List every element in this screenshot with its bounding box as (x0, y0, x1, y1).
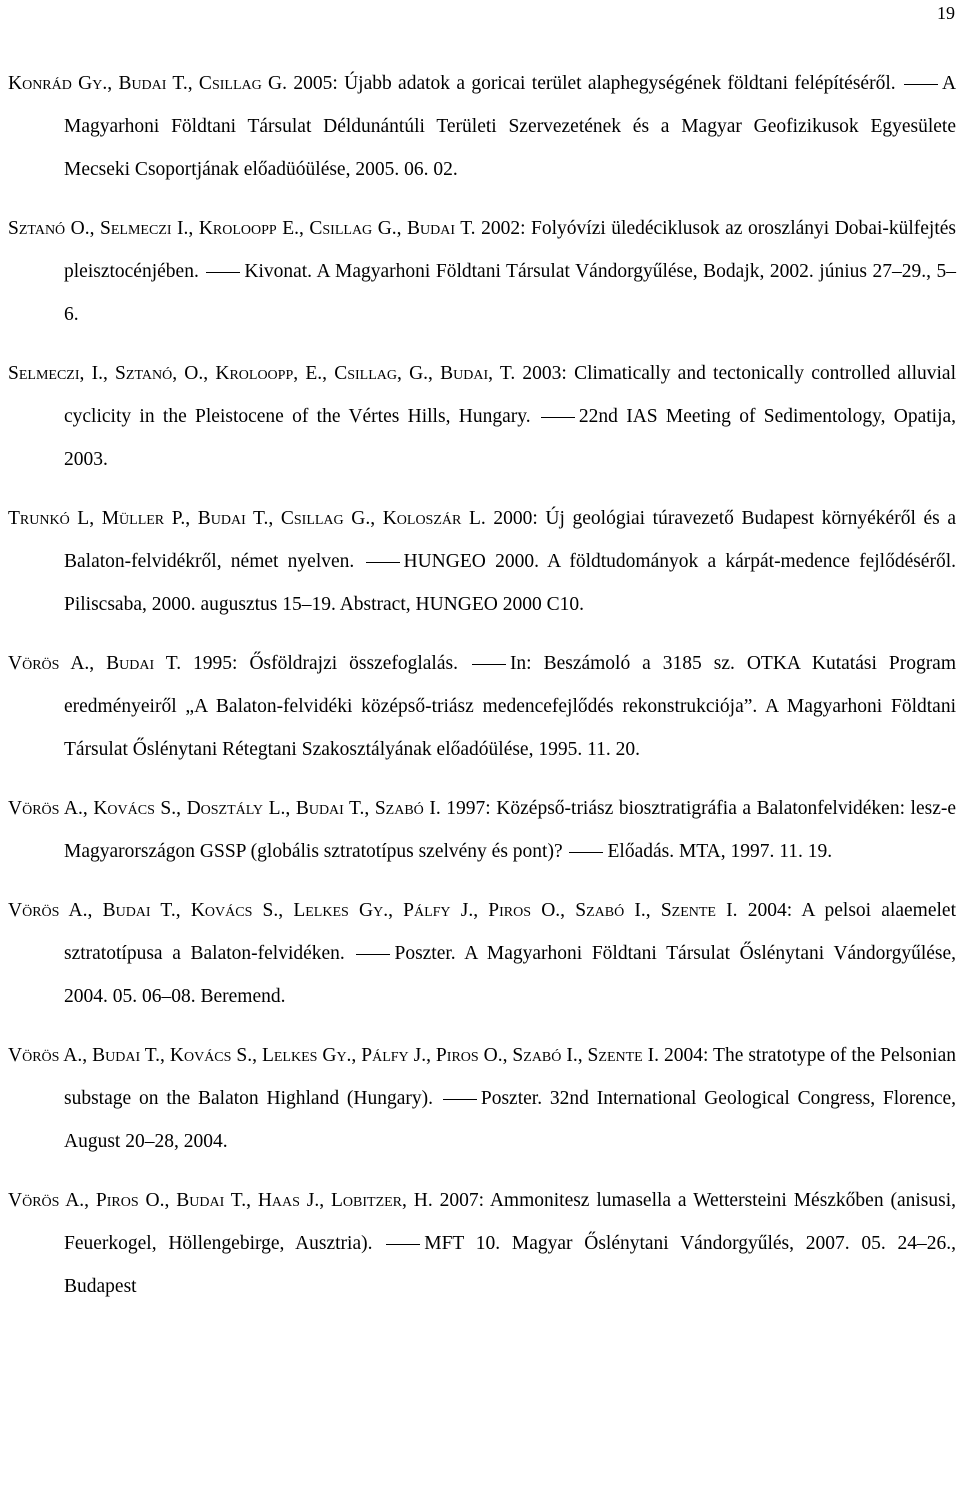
reference-entry (8, 1034, 956, 1163)
em-dash-separator (384, 1233, 424, 1254)
reference-source: MFT 10. Magyar Őslénytani Vándorgyűlés, 2007. 05. 24–26., Budapest (64, 1233, 956, 1297)
em-dash-separator (567, 841, 607, 862)
reference-source: 22nd IAS Meeting of Sedimentology, Opatija, 2003. (64, 406, 957, 470)
em-dash-separator (364, 551, 404, 572)
reference-year: 2000: (493, 508, 538, 529)
reference-entry (8, 207, 956, 336)
em-dash-separator (470, 653, 510, 674)
reference-authors: Vörös A., Kovács S., Dosztály L., Budai T., Szabó I. (8, 798, 441, 819)
reference-title: Új geológiai túravezető Budapest környékéről és a Balaton-felvidékről, német nyelven. (64, 508, 956, 572)
page-number: 19 (937, 3, 955, 23)
reference-entry (8, 642, 956, 771)
em-dash-separator (902, 73, 942, 94)
reference-list (8, 62, 956, 1324)
reference-year: 2004: (747, 900, 793, 921)
em-dash-separator (204, 261, 244, 282)
reference-title: The stratotype of the Pelsonian substage on the Balaton Highland (Hungary). (64, 1045, 956, 1109)
reference-source: Poszter. 32nd International Geological Congress, Florence, August 20–28, 2004. (64, 1088, 957, 1152)
reference-title: Climatically and tectonically controlled alluvial cyclicity in the Pleistocene of the Vértes Hills, Hungary. (64, 363, 956, 427)
reference-source: Kivonat. A Magyarhoni Földtani Társulat Vándorgyűlése, Bodajk, 2002. június 27–29., 5–6. (64, 261, 957, 325)
reference-entry (8, 497, 956, 626)
em-dash-separator (539, 406, 579, 427)
reference-authors: Konrád Gy., Budai T., Csillag G. (8, 73, 287, 94)
reference-authors: Vörös A., Budai T., Kovács S., Lelkes Gy., Pálfy J., Piros O., Szabó I., Szente I. (8, 1045, 660, 1066)
reference-source: A Magyarhoni Földtani Társulat Déldunántúli Területi Szervezetének és a Magyar Geofizikusok Egyesülete Mecseki Csoportjának előadüóülése, 2005. 06. 02. (64, 73, 957, 180)
reference-title: Folyóvízi üledéciklusok az oroszlányi Dobai-külfejtés pleisztocénjében. (64, 218, 957, 282)
reference-year: 2003: (522, 363, 567, 384)
reference-authors: Trunkó L, Müller P., Budai T., Csillag G., Koloszár L. (8, 508, 486, 529)
reference-source: Előadás. MTA, 1997. 11. 19. (607, 841, 833, 862)
reference-authors: Vörös A., Budai T. (8, 653, 182, 674)
reference-authors: Sztanó O., Selmeczi I., Kroloopp E., Csillag G., Budai T. (8, 218, 476, 239)
em-dash-separator (354, 943, 394, 964)
reference-title: A pelsoi alaemelet sztratotípusa a Balaton-felvidéken. (64, 900, 956, 964)
reference-year: 2002: (481, 218, 526, 239)
reference-entry (8, 62, 956, 191)
reference-authors: Selmeczi, I., Sztanó, O., Kroloopp, E., Csillag, G., Budai, T. (8, 363, 516, 384)
reference-title: Újabb adatok a goricai terület alaphegységének földtani felépítéséről. (344, 73, 896, 94)
reference-source: Poszter. A Magyarhoni Földtani Társulat Őslénytani Vándorgyűlése, 2004. 05. 06–08. Beremend. (64, 943, 957, 1007)
reference-source: HUNGEO 2000. A földtudományok a kárpát-medence fejlődéséről. Piliscsaba, 2000. augusztus 15–19. Abstract, HUNGEO 2000 C10. (64, 551, 956, 615)
reference-title: Középső-triász biosztratigráfia a Balatonfelvidéken: lesz-e Magyarországon GSSP (globális sztratotípus szelvény és pont)? (64, 798, 957, 862)
reference-entry (8, 1179, 956, 1308)
reference-title: Ősföldrajzi összefoglalás. (249, 653, 458, 674)
reference-title: Ammonitesz lumasella a Wettersteini Mészkőben (anisusi, Feuerkogel, Höllengebirge, Ausztria). (64, 1190, 956, 1254)
reference-year: 2007: (439, 1190, 485, 1211)
reference-authors: Vörös A., Piros O., Budai T., Haas J., Lobitzer, H. (8, 1190, 433, 1211)
reference-source: In: Beszámoló a 3185 sz. OTKA Kutatási Program eredményeiről „A Balaton-felvidéki középső-triász medencefejlődés rekonstrukciója”. A Magyarhoni Földtani Társulat Őslénytani Rétegtani Szakosztályának előadóülése, 1995. 11. 20. (64, 653, 957, 760)
em-dash-separator (441, 1088, 481, 1109)
reference-year: 2004: (664, 1045, 709, 1066)
reference-entry (8, 889, 956, 1018)
reference-authors: Vörös A., Budai T., Kovács S., Lelkes Gy., Pálfy J., Piros O., Szabó I., Szente I. (8, 900, 738, 921)
reference-year: 2005: (293, 73, 338, 94)
reference-entry (8, 352, 956, 481)
reference-year: 1997: (446, 798, 491, 819)
reference-year: 1995: (193, 653, 238, 674)
reference-entry (8, 787, 956, 873)
